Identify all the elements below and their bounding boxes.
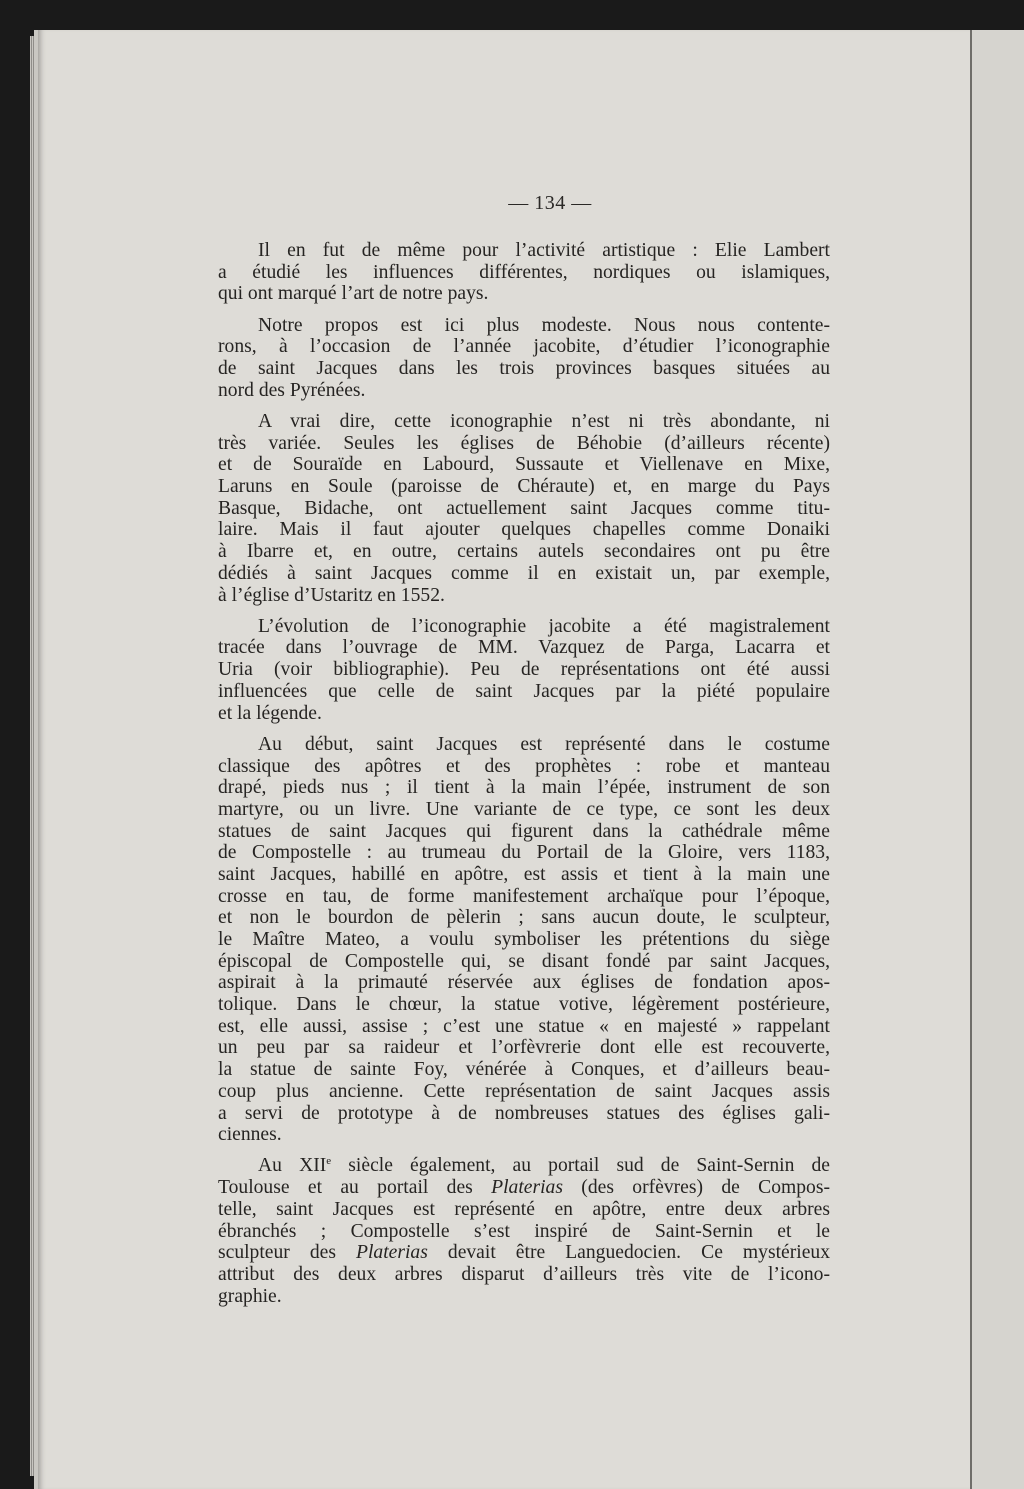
text-line: et de Souraïde en Labourd, Sussaute et Viellenave en Mixe, — [218, 454, 830, 476]
text-line: attribut des deux arbres disparut d’ailleurs très vite de l’icono- — [218, 1263, 830, 1285]
text-segment: siècle également, au portail sud de Saint-Sernin de — [331, 1155, 830, 1177]
text-line: Au début, saint Jacques est représenté dans le costume — [258, 733, 830, 755]
body-text — [218, 240, 830, 1317]
superscript: e — [326, 1155, 332, 1168]
italic-text: Platerias — [356, 1242, 428, 1264]
paragraph — [218, 734, 830, 1146]
text-segment: Toulouse et au portail des — [218, 1177, 492, 1199]
text-line: nord des Pyrénées. — [218, 379, 366, 401]
text-segment: Au XII — [258, 1155, 327, 1177]
text-line — [218, 1177, 830, 1199]
text-line: la statue de sainte Foy, vénérée à Conques, et d’ailleurs beau- — [218, 1059, 830, 1081]
text-line: Il en fut de même pour l’activité artistique : Elie Lambert — [258, 240, 830, 261]
text-segment: (des orfèvres) de Compos- — [562, 1177, 830, 1199]
paragraph — [218, 1155, 830, 1307]
text-line: statues de saint Jacques qui figurent dans la cathédrale même — [218, 820, 830, 842]
text-line: est, elle aussi, assise ; c’est une statue « en majesté » rappelant — [218, 1015, 830, 1037]
paragraph — [218, 315, 830, 402]
text-line: Notre propos est ici plus modeste. Nous nous contente- — [258, 314, 830, 336]
text-line: telle, saint Jacques est représenté en apôtre, entre deux arbres — [218, 1198, 830, 1220]
text-line: qui ont marqué l’art de notre pays. — [218, 283, 489, 305]
text-line: tracée dans l’ouvrage de MM. Vazquez de Parga, Lacarra et — [218, 637, 830, 659]
text-line: le Maître Mateo, a voulu symboliser les prétentions du siège — [218, 929, 830, 950]
text-line: laire. Mais il faut ajouter quelques chapelles comme Donaiki — [218, 519, 830, 541]
text-segment: sculpteur des — [218, 1242, 357, 1264]
text-line: coup plus ancienne. Cette représentation de saint Jacques assis — [218, 1080, 830, 1102]
text-line: influencées que celle de saint Jacques par la piété populaire — [218, 680, 830, 702]
text-line: un peu par sa raideur et l’orfèvrerie dont elle est recouverte, — [218, 1037, 830, 1059]
text-line: et la légende. — [218, 702, 322, 724]
text-line: saint Jacques, habillé en apôtre, est assis et tient à la main une — [218, 863, 830, 885]
text-line: à l’église d’Ustaritz en 1552. — [218, 584, 445, 606]
paragraph — [218, 240, 830, 305]
text-line: de Compostelle : au trumeau du Portail de la Gloire, vers 1183, — [218, 842, 830, 864]
text-line: A vrai dire, cette iconographie n’est ni très abondante, ni — [258, 411, 830, 432]
text-line: graphie. — [218, 1285, 282, 1307]
text-line: à Ibarre et, en outre, certains autels secondaires ont pu être — [218, 541, 830, 563]
text-line — [218, 1155, 830, 1177]
text-segment: devait être Languedocien. Ce mystérieux — [427, 1242, 830, 1264]
text-line: Laruns en Soule (paroisse de Chéraute) et, en marge du Pays — [218, 476, 830, 498]
text-line: drapé, pieds nus ; il tient à la main l’épée, instrument de son — [218, 777, 830, 799]
text-line: classique des apôtres et des prophètes : robe et manteau — [218, 755, 830, 777]
text-line: crosse en tau, de forme manifestement archaïque pour l’époque, — [218, 885, 830, 907]
text-line: épiscopal de Compostelle qui, se disant fondé par saint Jacques, — [218, 950, 830, 972]
text-line: ébranchés ; Compostelle s’est inspiré de Saint-Sernin et le — [218, 1220, 830, 1242]
text-line: dédiés à saint Jacques comme il en existait un, par exemple, — [218, 562, 830, 584]
text-line: très variée. Seules les églises de Béhobie (d’ailleurs récente) — [218, 432, 830, 454]
text-line: Basque, Bidache, ont actuellement saint Jacques comme titu- — [218, 497, 830, 519]
text-line: a étudié les influences différentes, nordiques ou islamiques, — [218, 261, 830, 283]
text-line: a servi de prototype à de nombreuses statues des églises gali- — [218, 1102, 830, 1124]
text-line: Uria (voir bibliographie). Peu de représentations ont été aussi — [218, 659, 830, 681]
text-line: ciennes. — [218, 1124, 282, 1146]
paragraph — [218, 616, 830, 724]
text-line: aspirait à la primauté réservée aux églises de fondation apos- — [218, 972, 830, 994]
text-line: martyre, ou un livre. Une variante de ce type, ce sont les deux — [218, 798, 830, 820]
text-line: L’évolution de l’iconographie jacobite a été magistralement — [258, 615, 830, 637]
italic-text: Platerias — [491, 1177, 563, 1199]
text-line: tolique. Dans le chœur, la statue votive, légèrement postérieure, — [218, 994, 830, 1016]
text-line: de saint Jacques dans les trois provinces basques situées au — [218, 358, 830, 380]
page-number: — 134 — — [508, 192, 592, 214]
adjacent-page-strip — [970, 30, 1024, 1489]
text-line: et non le bourdon de pèlerin ; sans aucun doute, le sculpteur, — [218, 907, 830, 929]
text-line — [218, 1242, 830, 1264]
text-line: rons, à l’occasion de l’année jacobite, d’étudier l’iconographie — [218, 336, 830, 358]
paragraph — [218, 411, 830, 606]
